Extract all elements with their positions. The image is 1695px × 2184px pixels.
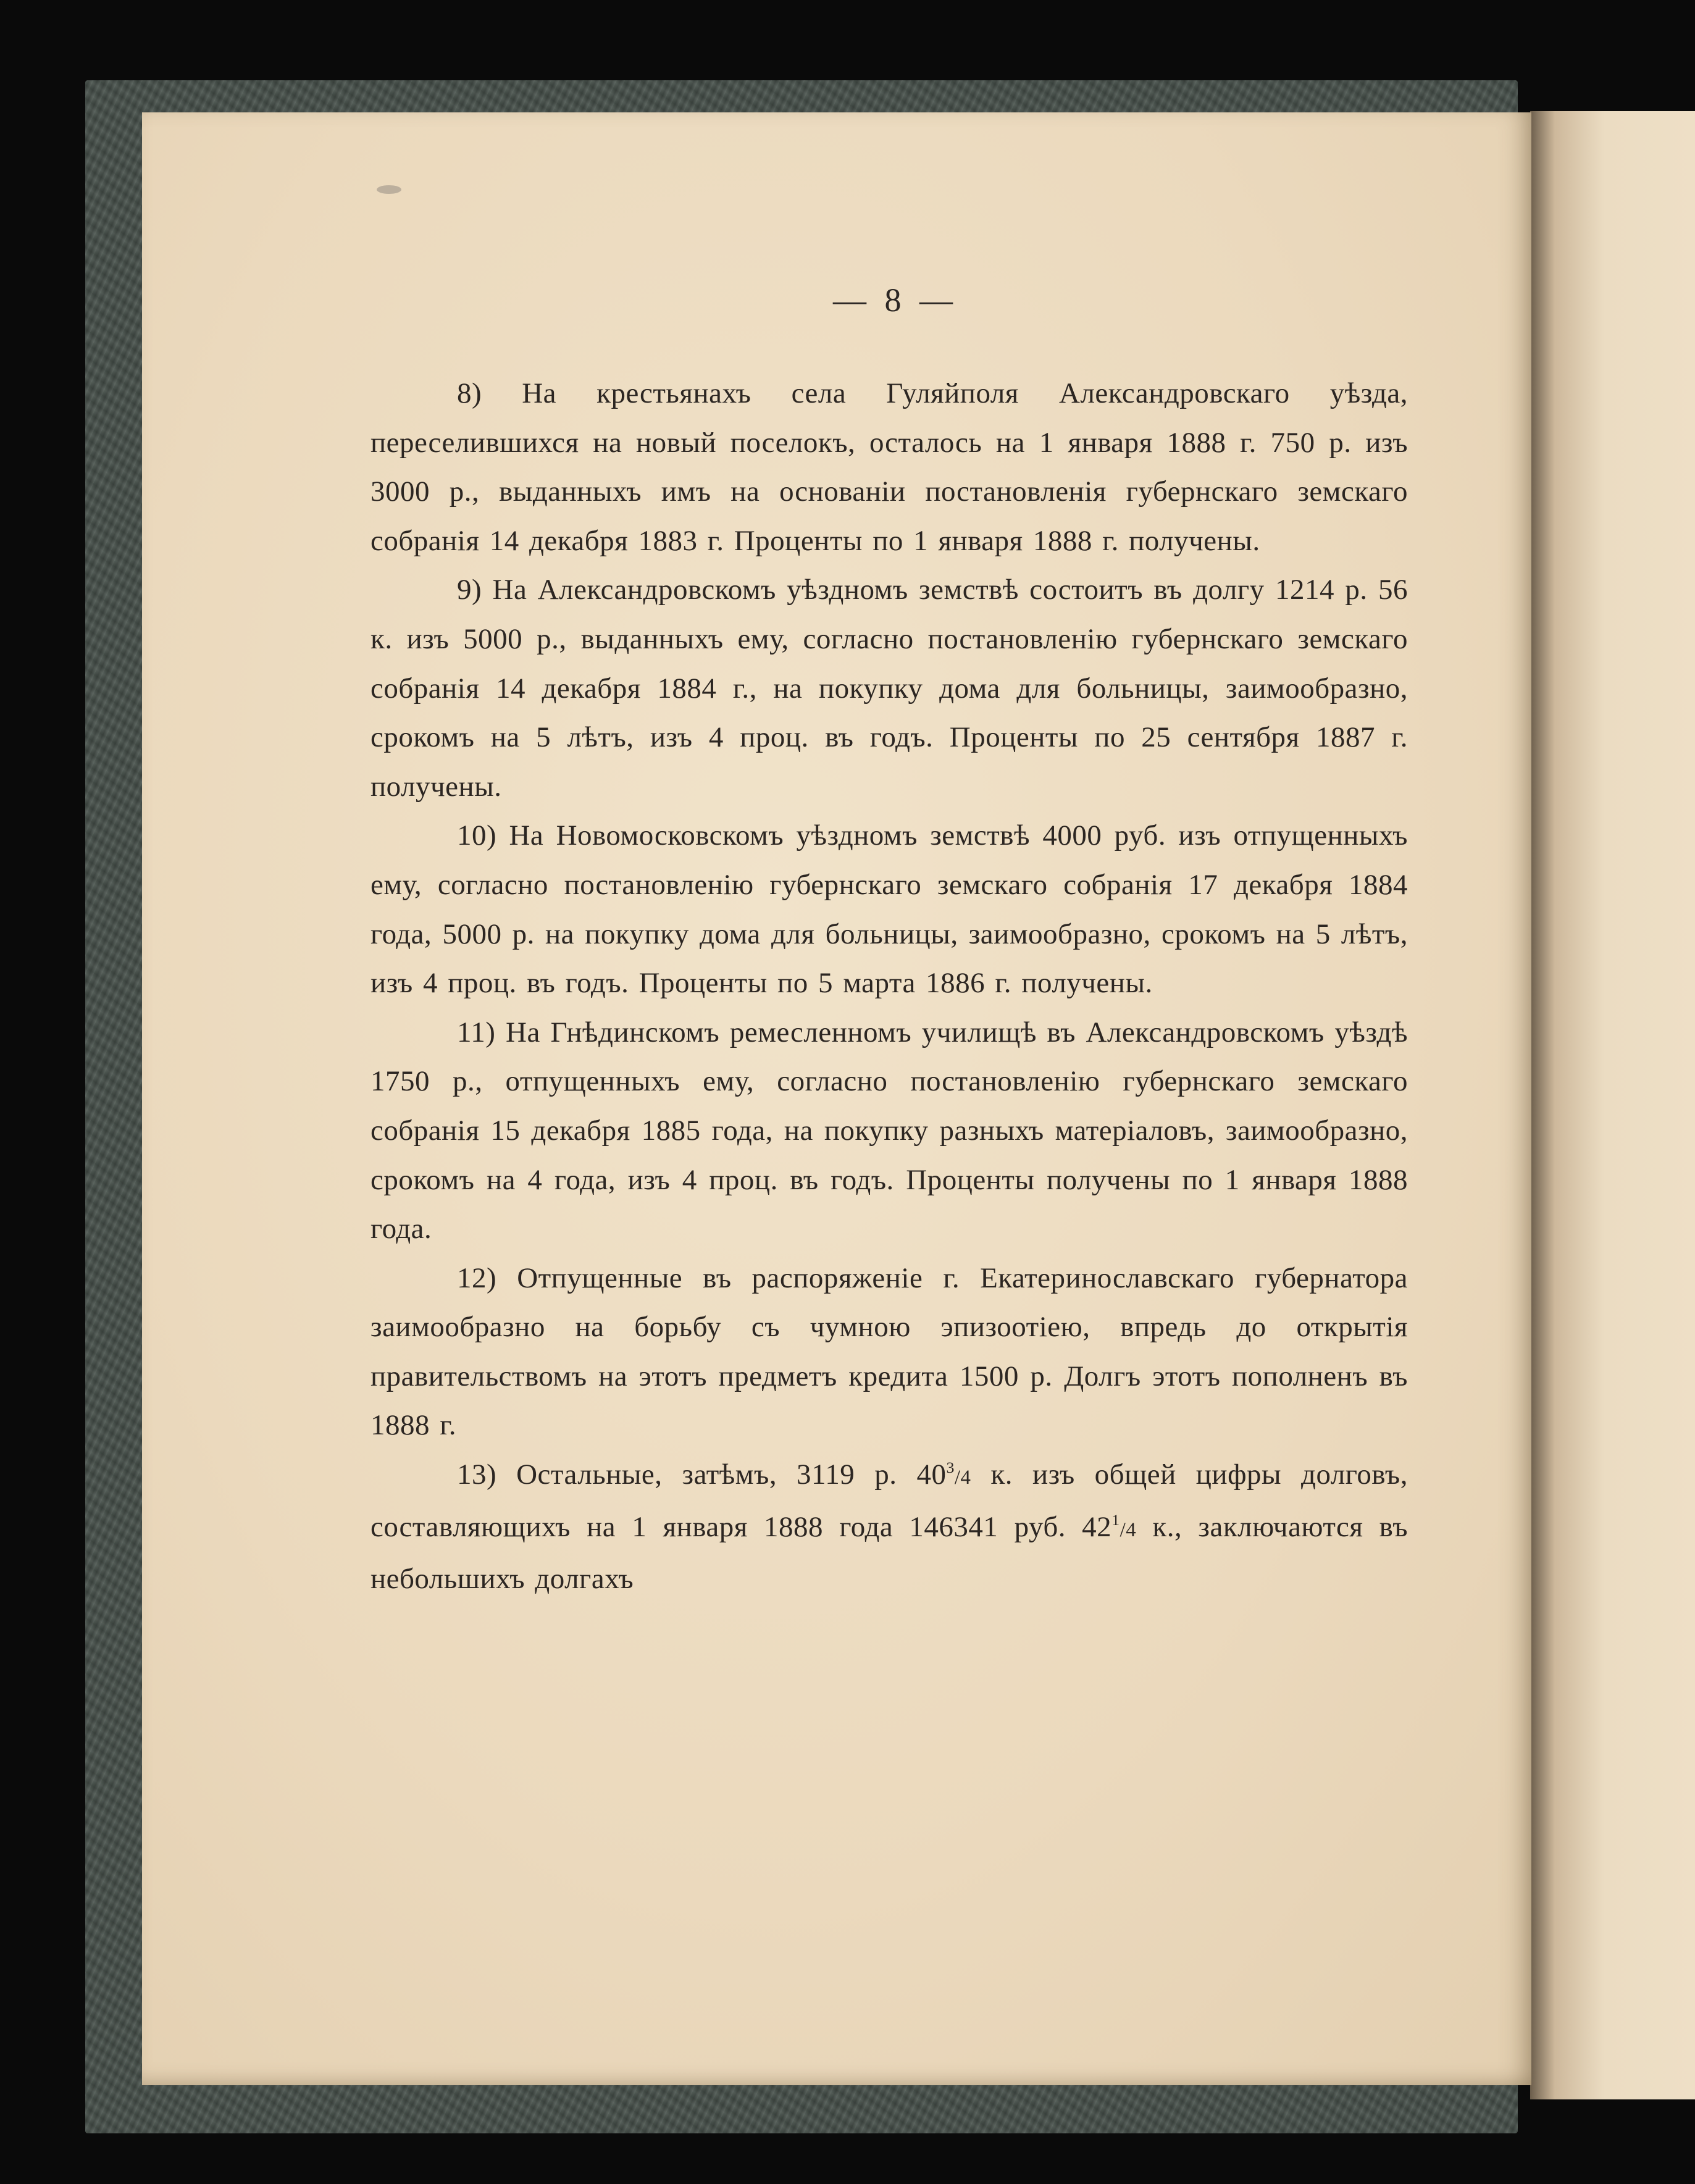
- paragraph-10: 10) На Новомосковскомъ уѣздномъ земствѣ 4000 руб. изъ отпущенныхъ ему, согласно постановленію губернскаго земскаго собранія 17 декабря 1884 года, 5000 р. на покупку дома для больницы, заимообразно, срокомъ на 5 лѣтъ, изъ 4 проц. въ годъ. Проценты по 5 марта 1886 г. получены.: [370, 819, 1408, 1000]
- ink-smudge: [377, 185, 401, 194]
- fraction-one-quarter: $^1$/4: [1111, 1510, 1137, 1541]
- body-text: [370, 369, 1408, 1604]
- next-page-edge: [1530, 111, 1695, 2099]
- paragraph-12: 12) Отпущенные въ распоряженіе г. Екатеринославскаго губернатора заимообразно на борьбу съ чумною эпизоотіею, впредь до открытія правительствомъ на этотъ предметъ кредита 1500 р. Долгъ этотъ пополненъ въ 1888 г.: [370, 1261, 1408, 1442]
- paragraph-11: 11) На Гнѣдинскомъ ремесленномъ училищѣ въ Александровскомъ уѣздѣ 1750 р., отпущенныхъ ему, согласно постановленію губернскаго земскаго собранія 15 декабря 1885 года, на покупку разныхъ матеріаловъ, заимообразно, срокомъ на 4 года, изъ 4 проц. въ годъ. Проценты получены по 1 января 1888 года.: [370, 1016, 1408, 1245]
- paragraph-13-part2: к. изъ общей цифры долговъ, составляющихъ на 1 января 1888 года 146341 руб. 42: [370, 1458, 1408, 1543]
- paragraph-13: [370, 1450, 1408, 1604]
- paragraph-13-part1: 13) Остальные, затѣмъ, 3119 р. 40: [457, 1458, 947, 1491]
- paragraph-8: 8) На крестьянахъ села Гуляйполя Александровскаго уѣзда, переселившихся на новый поселокъ, осталось на 1 января 1888 г. 750 р. изъ 3000 р., выданныхъ имъ на основаніи постановленія губернскаго земскаго собранія 14 декабря 1883 г. Проценты по 1 января 1888 г. получены.: [370, 377, 1408, 557]
- paragraph-9: 9) На Александровскомъ уѣздномъ земствѣ состоитъ въ долгу 1214 р. 56 к. изъ 5000 р., выданныхъ ему, согласно постановленію губернскаго земскаго собранія 14 декабря 1884 г., на покупку дома для больницы, заимообразно, срокомъ на 5 лѣтъ, изъ 4 проц. въ годъ. Проценты по 25 сентября 1887 г. получены.: [370, 574, 1408, 803]
- paragraph-13-part3: к., заключаются въ небольшихъ долгахъ: [370, 1510, 1408, 1596]
- page-number: — 8 —: [833, 282, 958, 319]
- fraction-three-quarters: $^3$/4: [946, 1458, 971, 1489]
